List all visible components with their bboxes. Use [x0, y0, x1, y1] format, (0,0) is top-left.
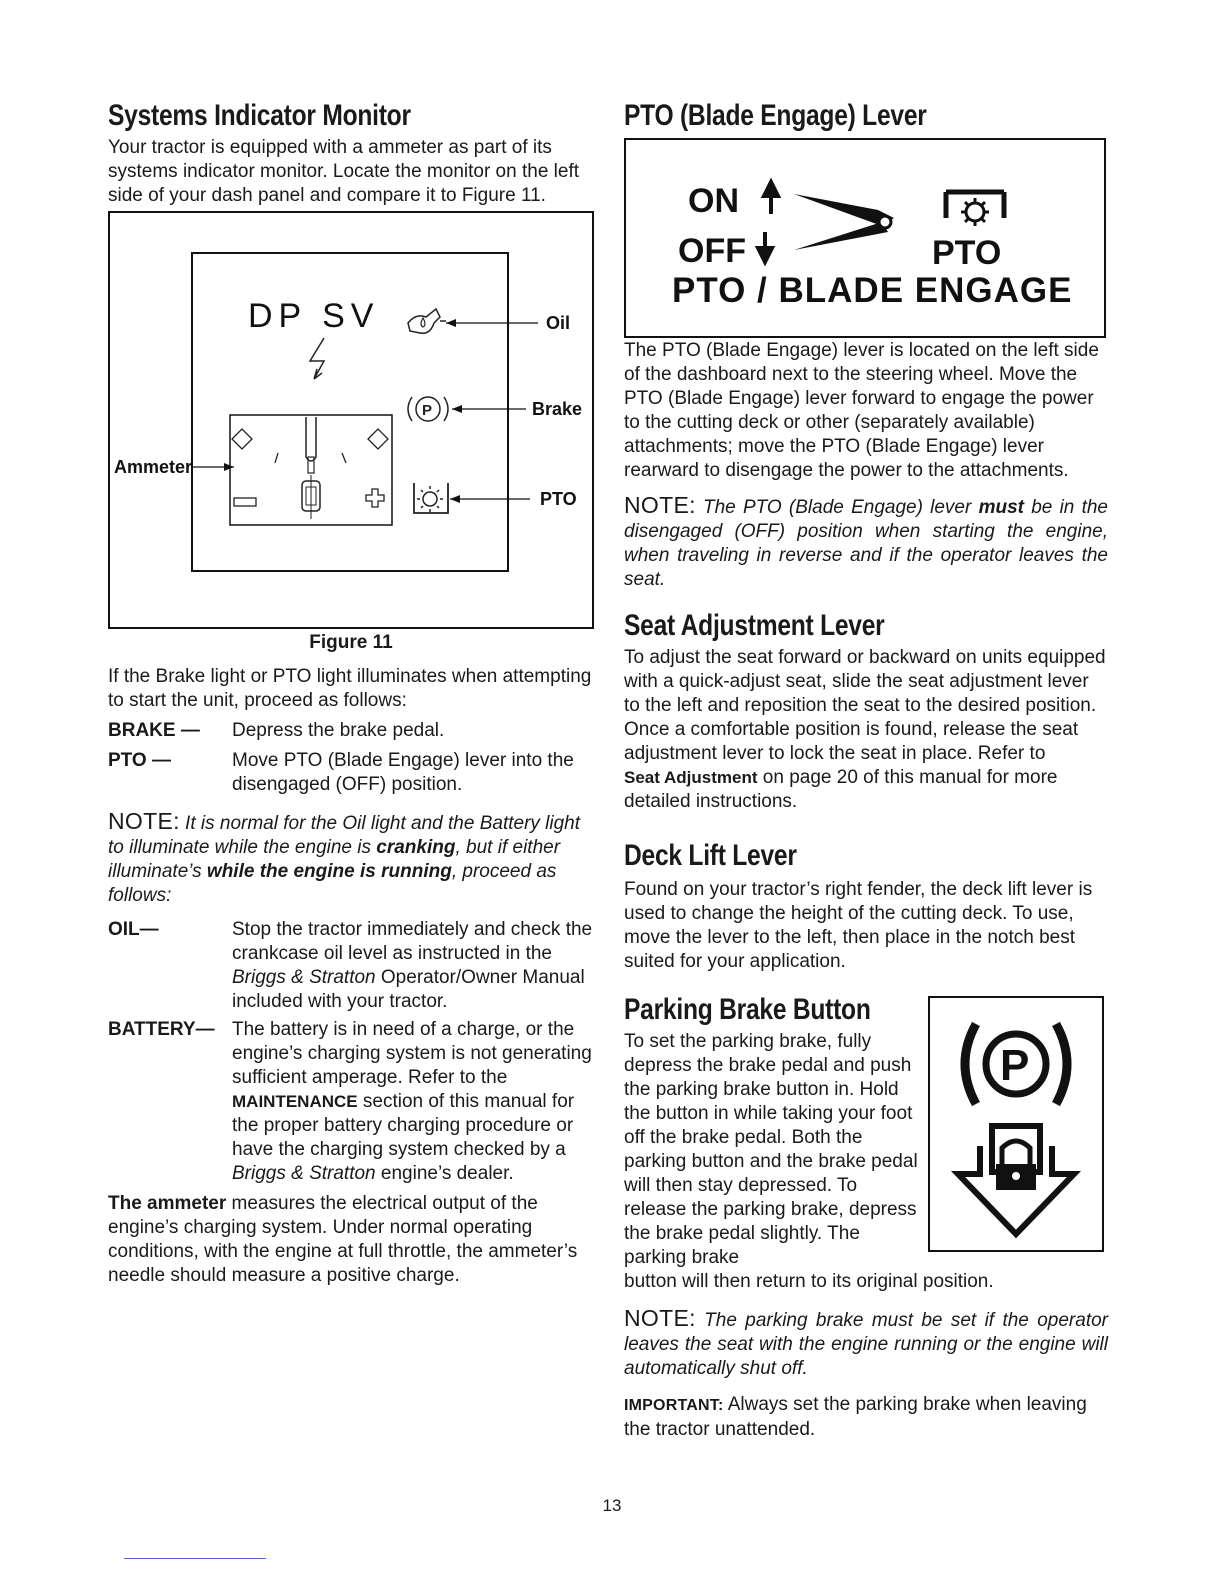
- parking-text-cont: button will then return to its original position.: [624, 1271, 994, 1292]
- note-emphasis: cranking: [376, 837, 456, 858]
- battery-symbol-icon: [310, 338, 324, 379]
- light-actions-list: [108, 719, 594, 797]
- important-text: Always set the parking brake when leaving the tractor unattended.: [624, 1394, 1087, 1440]
- parking-brake-symbol-box: [928, 996, 1104, 1252]
- figure-11-box: [108, 211, 594, 629]
- parking-brake-symbols: [930, 998, 1102, 1250]
- on-arrow-icon: [764, 182, 778, 214]
- action-desc: The battery is in need of a charge, or the engine’s charging system is not generating sufficient amperage. Refer to the MAINTENANCE section of this manual for the proper battery charging procedure or have the charging system checked by a Briggs & Stratton engine’s dealer.: [232, 1019, 592, 1184]
- brake-icon: [408, 397, 448, 421]
- note-text: , proceed as follows:: [108, 861, 557, 906]
- page-number: 13: [602, 1496, 622, 1515]
- action-desc: Move PTO (Blade Engage) lever into the disengaged (OFF) position.: [232, 750, 574, 795]
- figure-caption: Figure 11: [309, 632, 393, 653]
- gauge-minus-symbol: [234, 498, 256, 506]
- note-pto: [624, 493, 1108, 592]
- svg-text:P: P: [1000, 1041, 1030, 1090]
- ammeter-label: Ammeter: [114, 457, 193, 477]
- right-column: [624, 96, 1108, 1442]
- svg-text:P: P: [422, 402, 433, 419]
- action-term: BRAKE —: [108, 720, 200, 741]
- important-note: [624, 1393, 1108, 1442]
- oil-icon: [408, 309, 446, 333]
- panel-text: DP SV: [248, 297, 380, 335]
- off-arrow-icon: [758, 232, 772, 262]
- important-label: IMPORTANT:: [624, 1397, 724, 1414]
- ammeter-bold: The ammeter: [108, 1193, 227, 1214]
- seat-heading: Seat Adjustment Lever: [624, 609, 885, 642]
- note-text: The parking brake must be set if the operator leaves the seat with the engine running or the engine will automatically shut off.: [624, 1310, 1108, 1379]
- action-row-battery: [108, 1018, 594, 1186]
- note-oil-battery: [108, 809, 594, 908]
- parking-lock-arrow-icon: [958, 1126, 1074, 1234]
- note-label: NOTE:: [108, 808, 180, 834]
- deck-text: Found on your tractor’s right fender, the deck lift lever is used to change the height of the cutting deck. To use, move the lever to the left, then place in the notch best suited for your application.: [624, 879, 1093, 972]
- ammeter-text: measures the electrical output of the engine’s charging system. Under normal operating conditions, with the engine at full throttle, the ammeter’s needle should measure a positive charge.: [108, 1193, 578, 1286]
- left-column: [108, 96, 594, 1288]
- parking-section: [624, 990, 1108, 1294]
- parking-brake-p-icon: [965, 1024, 1067, 1104]
- decal-on-text: ON: [688, 182, 739, 220]
- decal-blade-engage-text: PTO / BLADE ENGAGE: [672, 271, 1073, 310]
- deck-heading: Deck Lift Lever: [624, 839, 797, 872]
- gauge-plus-symbol: [366, 489, 384, 507]
- seat-adjustment-ref: Seat Adjustment: [624, 768, 758, 787]
- pto-text: The PTO (Blade Engage) lever is located on the left side of the dashboard next to the steering wheel. Move the PTO (Blade Engage) lever forward to engage the power to the cutting deck or other (separately available) attachments; move the PTO (Blade Engage) lever rearward to disengage the power to the attachments.: [624, 340, 1099, 481]
- gauge-plus-arrow: [368, 429, 388, 449]
- pto-heading: PTO (Blade Engage) Lever: [624, 99, 927, 132]
- footer-rule: [124, 1558, 266, 1559]
- decal-pto-text: PTO: [932, 234, 1002, 272]
- note-parking: [624, 1306, 1108, 1381]
- gauge-minus-arrow: [232, 429, 252, 449]
- action-row-oil: [108, 918, 594, 1014]
- gauge-needle: [306, 417, 316, 461]
- warning-actions-list: [108, 918, 594, 1186]
- ammeter-paragraph: [108, 1192, 594, 1288]
- pto-decal-box: [624, 138, 1106, 338]
- action-term: BATTERY—: [108, 1019, 215, 1040]
- note-label: NOTE:: [624, 1305, 696, 1331]
- pto-symbol-icon: [946, 192, 1004, 226]
- note-text: be in the disengaged (OFF) position when starting the engine, when traveling in reverse and if the operator leaves the seat.: [624, 497, 1108, 590]
- pto-icon: [414, 483, 448, 513]
- seat-text: To adjust the seat forward or backward on units equipped with a quick-adjust seat, slide the seat adjustment lever to the left and reposition the seat to the desired position. Once a comfortable position is found, release the seat adjustment lever to lock the seat in place. Refer to Seat Adjustment on page 20 of this manual for more detailed instructions.: [624, 647, 1106, 812]
- pto-label: PTO: [540, 489, 577, 509]
- indicator-monitor-diagram: [110, 213, 592, 627]
- action-term: PTO —: [108, 750, 171, 771]
- note-text: It is normal for the Oil light and the Battery light to illuminate while the engine is: [108, 813, 581, 858]
- decal-off-text: OFF: [678, 232, 746, 270]
- note-label: NOTE:: [624, 492, 696, 518]
- note-text: , but if either illuminate’s: [108, 837, 561, 882]
- action-desc: Stop the tractor immediately and check the crankcase oil level as instructed in the Briggs & Stratton Operator/Owner Manual included with your tractor.: [232, 919, 593, 1012]
- action-row-brake: [108, 719, 594, 743]
- action-desc: Depress the brake pedal.: [232, 720, 445, 741]
- parking-heading: Parking Brake Button: [624, 993, 871, 1026]
- systems-monitor-heading: Systems Indicator Monitor: [108, 99, 411, 132]
- note-emphasis: while the engine is running: [206, 861, 452, 882]
- pto-decal: [626, 140, 1104, 336]
- systems-monitor-intro: Your tractor is equipped with a ammeter as part of its systems indicator monitor. Locate the monitor on the left side of your dash panel and compare it to Figure 11.: [108, 137, 580, 206]
- parking-text: To set the parking brake, fully depress the brake pedal and push the parking brake button in. Hold the button in while taking your foot off the brake pedal. Both the parking button and the brake pedal will then stay depressed. To release the parking brake, depress the brake pedal slightly. The parking brake: [624, 1031, 918, 1268]
- action-term: OIL—: [108, 919, 159, 940]
- note-emphasis: must: [978, 497, 1024, 518]
- action-row-pto: [108, 749, 594, 797]
- brake-label: Brake: [532, 399, 583, 419]
- note-text: The PTO (Blade Engage) lever: [695, 497, 979, 518]
- oil-label: Oil: [546, 313, 571, 333]
- if-light-text: If the Brake light or PTO light illuminates when attempting to start the unit, proceed as follows:: [108, 666, 592, 711]
